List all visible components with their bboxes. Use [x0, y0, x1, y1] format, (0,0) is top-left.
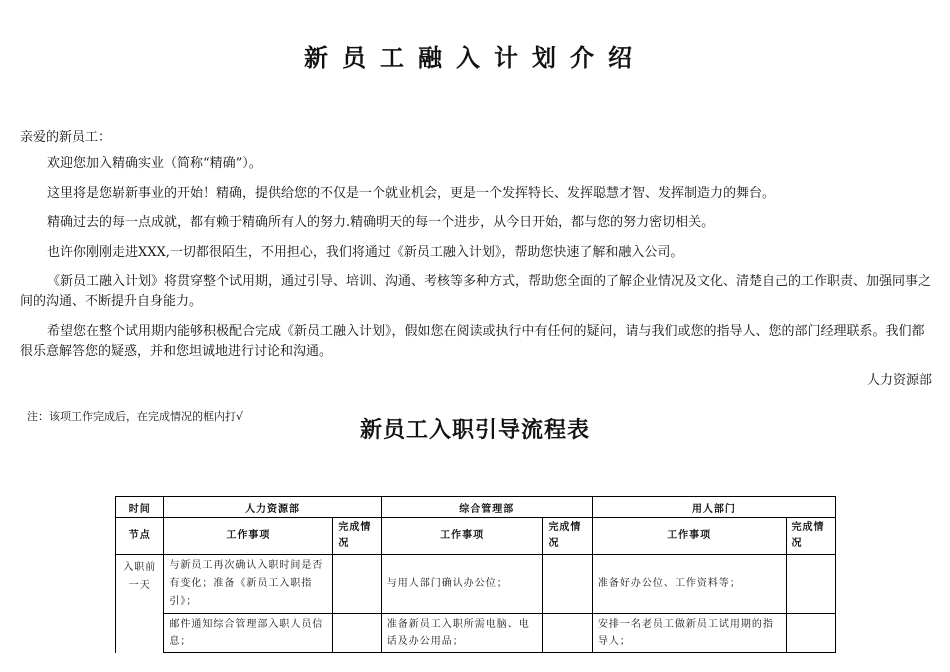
dept-task-cell: 安排一名老员工做新员工试用期的指导人；	[592, 614, 786, 653]
completion-note: 注：该项工作完成后，在完成情况的框内打√	[27, 410, 244, 423]
header-node: 节点	[116, 518, 164, 555]
paragraph-achievements: 精确过去的每一点成就，都有赖于精确所有人的努力.精确明天的每一个进步，从今日开始，都与您的努力密切相关。	[47, 215, 715, 230]
letter-body	[20, 154, 932, 371]
admin-task-cell: 准备新员工入职所需电脑、电话及办公用品；	[381, 614, 543, 653]
admin-done-checkbox[interactable]	[543, 614, 592, 653]
admin-task-cell: 与用人部门确认办公位；	[381, 555, 543, 614]
table-title: 新员工入职引导流程表	[359, 417, 590, 443]
header-dept: 用人部门	[592, 497, 835, 518]
header-hr-done: 完成情况	[333, 518, 381, 555]
hr-task-cell: 与新员工再次确认入职时间是否有变化；准备《新员工入职指引》；	[164, 555, 333, 614]
header-dept-task: 工作事项	[592, 518, 786, 555]
header-time: 时间	[116, 497, 164, 518]
header-admin-task: 工作事项	[381, 518, 543, 555]
hr-task-cell: 邮件通知综合管理部入职人员信息；	[164, 614, 333, 653]
document-title: 新员工融入计划介绍	[304, 43, 646, 72]
signature: 人力资源部	[866, 373, 932, 388]
dept-done-checkbox[interactable]	[786, 614, 835, 653]
onboarding-flow-table	[115, 496, 836, 653]
table-header-row	[116, 497, 836, 518]
header-dept-done: 完成情况	[786, 518, 835, 555]
paragraph-contact: 希望您在整个试用期内能够积极配合完成《新员工融入计划》，假如您在阅读或执行中有任何的疑问，请与我们或您的指导人、您的部门经理联系。我们都很乐意解答您的疑惑，并和您坦诚地进行讨论和沟通。	[20, 323, 925, 359]
header-hr: 人力资源部	[164, 497, 381, 518]
paragraph-new-career: 这里将是您崭新事业的开始！精确，提供给您的不仅是一个就业机会，更是一个发挥特长、发挥聪慧才智、发挥制造力的舞台。	[47, 185, 776, 201]
table-row	[116, 555, 836, 614]
header-hr-task: 工作事项	[164, 518, 333, 555]
table-row	[116, 614, 836, 653]
paragraph-welcome: 欢迎您加入精确实业（简称“精确”）。	[47, 156, 262, 171]
table-subheader-row	[116, 518, 836, 555]
stage-cell: 入职前一天	[116, 555, 164, 653]
header-admin: 综合管理部	[381, 497, 592, 518]
header-admin-done: 完成情况	[543, 518, 592, 555]
hr-done-checkbox[interactable]	[333, 555, 381, 614]
dept-task-cell: 准备好办公位、工作资料等；	[592, 555, 786, 614]
greeting: 亲爱的新员工：	[20, 130, 112, 145]
paragraph-plan-overview: 《新员工融入计划》将贯穿整个试用期，通过引导、培训、沟通、考核等多种方式，帮助您全面的了解企业情况及文化、清楚自己的工作职责、加强同事之间的沟通、不断提升自身能力。	[20, 274, 932, 309]
admin-done-checkbox[interactable]	[543, 555, 592, 614]
hr-done-checkbox[interactable]	[333, 614, 381, 653]
dept-done-checkbox[interactable]	[786, 555, 835, 614]
paragraph-dont-worry: 也许你刚刚走进XXX,一切都很陌生，不用担心，我们将通过《新员工融入计划》，帮助您快速了解和融入公司。	[47, 244, 684, 260]
